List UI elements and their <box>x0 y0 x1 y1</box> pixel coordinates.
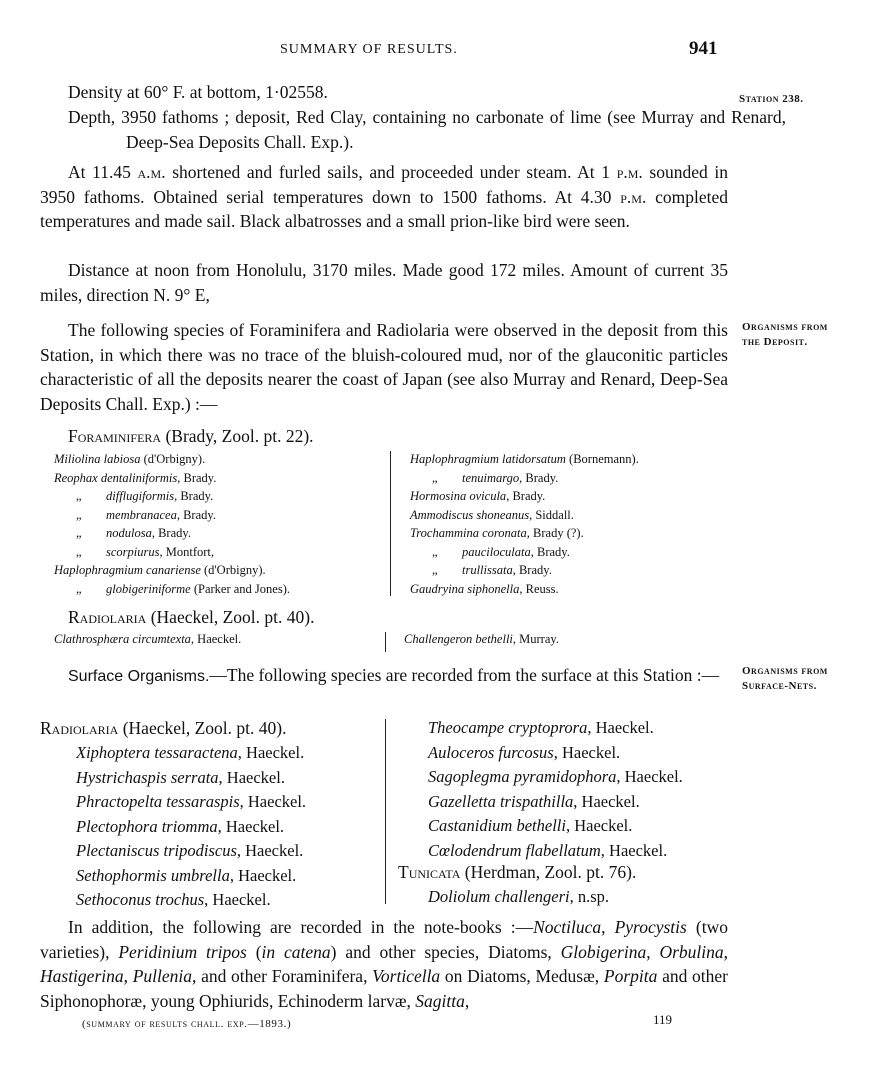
species-row <box>76 766 386 791</box>
species-author: , Brady (?). <box>526 526 584 540</box>
species-name: Castanidium bethelli <box>428 816 566 835</box>
footer-note: (summary of results chall. exp.—1893.) <box>82 1018 292 1030</box>
taxon: Noctiluca <box>533 917 602 937</box>
ditto-mark: „ <box>76 507 82 522</box>
radiolaria-ref: (Haeckel, Zool. pt. 40). <box>118 718 287 738</box>
species-author: , Brady. <box>177 470 217 485</box>
ditto-mark: „ <box>76 544 82 559</box>
species-name: Clathrosphæra circumtexta <box>54 632 191 646</box>
ditto-mark: „ <box>432 544 438 559</box>
species-row <box>54 543 394 562</box>
species-author: , Brady. <box>512 563 552 577</box>
species-row <box>428 790 738 815</box>
narrative-text: At 11.45 <box>68 162 138 182</box>
page-number: 941 <box>689 38 718 59</box>
species-name: nodulosa <box>106 526 152 540</box>
species-name: tenuimargo <box>462 470 520 485</box>
species-author: , Montfort, <box>159 544 214 559</box>
notebooks-text: ) and other species, Diatoms, <box>330 941 561 962</box>
species-name: Phractopelta tessaraspis <box>76 792 240 811</box>
species-name: Theocampe cryptoprora <box>428 718 588 737</box>
ditto-mark: „ <box>76 526 82 540</box>
species-author: (d'Orbigny). <box>140 452 206 466</box>
distance-paragraph: Distance at noon from Honolulu, 3170 miles. Made good 172 miles. Amount of current 35 miles, direction N. 9° E, <box>40 260 728 305</box>
species-name: Miliolina labiosa <box>54 452 141 466</box>
column-divider <box>390 451 391 596</box>
species-name: Sagoplegma pyramidophora <box>428 767 617 786</box>
species-name: scorpiurus <box>106 544 160 559</box>
deposit-paragraph: The following species of Foraminifera and Radiolaria were observed in the deposit from this Station, in which there was no trace of the bluish-coloured mud, nor of the glauconitic particles characteristic of all the deposits nearer the coast of Japan (see also Murray and Renard, Deep-Sea Deposits Chall. Exp.) :— <box>40 320 728 414</box>
species-name: Challengeron bethelli <box>404 632 513 646</box>
species-name: Reophax dentaliniformis <box>54 470 178 485</box>
species-author: , Brady. <box>174 489 214 503</box>
density-line: Density at 60° F. at bottom, 1·02558. <box>68 82 328 102</box>
notebooks-text: and other Siphonophoræ, young Ophiurids, Echinoderm larvæ, <box>40 966 728 1011</box>
foraminifera-title: Foraminifera <box>68 426 162 446</box>
taxon: Globigerina <box>560 941 647 962</box>
notebooks-text: In addition, the following are recorded in the note-books :— <box>68 917 534 937</box>
species-author: (Parker and Jones). <box>190 581 290 596</box>
species-name: Hormosina ovicula <box>410 489 507 503</box>
taxon: Peridinium tripos <box>118 941 247 962</box>
species-name: globigeriniforme <box>106 581 191 596</box>
narrative-paragraph <box>40 160 728 234</box>
species-name: Gazelletta trispathilla <box>428 791 574 811</box>
species-name: Doliolum challengeri <box>428 887 570 906</box>
taxon: Pullenia <box>132 966 192 986</box>
species-row <box>76 741 386 766</box>
foraminifera-heading <box>68 424 314 449</box>
depth-paragraph: Depth, 3950 fathoms ; deposit, Red Clay, containing no carbonate of lime (see Murray and Renard, Deep-Sea Deposits Chall. Exp.). <box>68 107 786 152</box>
species-row <box>76 864 386 889</box>
species-row <box>428 765 738 790</box>
species-author: , Haeckel. <box>190 632 242 646</box>
side-note-deposit-line2: the Deposit. <box>742 336 808 348</box>
tunicata-heading <box>398 860 636 885</box>
notebooks-text: , <box>723 941 729 962</box>
ditto-mark: „ <box>432 563 438 577</box>
species-row <box>410 561 730 580</box>
species-name: Haplophragmium latidorsatum <box>410 452 566 466</box>
taxon: Sagitta <box>415 990 465 1011</box>
side-note-surface-line2: Surface-Nets. <box>742 680 817 692</box>
taxon: Orbulina <box>659 941 724 962</box>
signature-mark: 119 <box>653 1012 673 1027</box>
species-row <box>54 450 394 469</box>
species-author: , Brady. <box>176 507 216 522</box>
surface-lead: Surface Organisms. <box>68 668 210 685</box>
species-name: Xiphoptera tessaractena <box>76 743 238 762</box>
narrative-text: completed temperatures and made sail. Black albatrosses and a small prion-like bird were seen. <box>40 186 729 231</box>
species-name: Trochammina coronata <box>410 526 527 540</box>
species-author: (Bornemann). <box>565 452 639 466</box>
species-row <box>76 839 386 864</box>
foraminifera-ref: (Brady, Zool. pt. 22). <box>161 426 314 446</box>
species-author: , Brady. <box>506 489 546 503</box>
surface-text: —The following species are recorded from the surface at this Station :— <box>209 665 720 685</box>
species-author: (d'Orbigny). <box>200 563 266 577</box>
species-row <box>410 487 730 506</box>
taxon: Hastigerina <box>40 966 124 986</box>
radiolaria-title: Radiolaria <box>68 607 147 627</box>
species-row <box>76 815 386 840</box>
species-author: , Siddall. <box>529 507 574 522</box>
species-name: Haplophragmium canariense <box>54 563 201 577</box>
species-name: Ammodiscus shoneanus <box>410 507 530 522</box>
radiolaria-deposit-right <box>404 630 559 649</box>
narrative-text: sounded in 3950 fathoms. Obtained serial temperatures down to 1500 fathoms. At 4.30 <box>40 162 728 207</box>
species-author: , Haeckel. <box>587 718 654 737</box>
species-name: trullissata <box>462 563 513 577</box>
species-row <box>410 469 730 488</box>
notebooks-paragraph <box>40 915 728 1013</box>
notebooks-text: , <box>601 917 615 937</box>
species-author: , Brady. <box>530 544 570 559</box>
time-pm: p.m. <box>620 186 647 207</box>
species-author: , Haeckel. <box>218 767 285 787</box>
species-row <box>410 506 730 525</box>
species-name: Plectophora triomma <box>76 816 218 836</box>
taxon: in catena <box>261 941 331 962</box>
notebooks-text: , <box>123 966 133 986</box>
species-row <box>54 561 394 580</box>
column-divider <box>385 719 386 904</box>
ditto-mark: „ <box>76 489 82 503</box>
radiolaria-deposit-left <box>54 630 241 649</box>
species-author: , Haeckel. <box>600 840 668 860</box>
ditto-mark: „ <box>76 581 82 596</box>
species-row <box>54 506 394 525</box>
species-name: difflugiformis <box>106 489 175 503</box>
species-author: , Haeckel. <box>239 792 307 811</box>
side-note-deposit <box>742 320 828 350</box>
species-author: , Murray. <box>512 632 559 646</box>
species-author: , Reuss. <box>519 581 559 596</box>
species-author: , Brady. <box>151 526 191 540</box>
species-author: , Haeckel. <box>229 865 297 885</box>
species-author: , Haeckel. <box>236 841 304 860</box>
radiolaria-title: Radiolaria <box>40 718 119 738</box>
species-row <box>54 487 394 506</box>
time-pm: p.m. <box>616 162 643 182</box>
running-title: SUMMARY OF RESULTS. <box>280 42 458 57</box>
time-am: a.m. <box>137 162 166 182</box>
column-divider <box>385 632 386 652</box>
notebooks-text: , <box>464 990 470 1011</box>
taxon: Porpita <box>603 966 658 986</box>
species-row <box>410 524 730 543</box>
side-note-surface-line1: Organisms from <box>742 665 828 677</box>
taxon: Pyrocystis <box>614 917 687 937</box>
species-name: Sethophormis umbrella <box>76 865 230 885</box>
species-name: Hystrichaspis serrata <box>76 767 219 787</box>
species-author: , Haeckel. <box>217 816 285 836</box>
notebooks-text: , <box>646 941 660 962</box>
species-row <box>54 580 394 599</box>
foraminifera-right-column <box>410 450 730 598</box>
species-author: , Haeckel. <box>616 767 683 786</box>
species-row <box>410 543 730 562</box>
surface-left-column <box>76 741 386 913</box>
side-note-station: Station 238. <box>739 93 804 105</box>
species-author: , Haeckel. <box>553 742 621 762</box>
surface-right-column <box>428 716 738 863</box>
species-row <box>54 524 394 543</box>
species-name: Sethoconus trochus <box>76 890 205 909</box>
tunicata-ref: (Herdman, Zool. pt. 76). <box>460 862 637 882</box>
species-name: Auloceros furcosus <box>428 742 554 762</box>
surface-radiolaria-heading <box>40 716 286 741</box>
species-author: , Brady. <box>519 470 559 485</box>
species-name: Cœlodendrum flabellatum <box>428 840 601 860</box>
species-author: , Haeckel. <box>565 816 633 835</box>
species-row <box>410 450 730 469</box>
species-name: Plectaniscus tripodiscus <box>76 841 237 860</box>
side-note-surface <box>742 664 828 694</box>
notebooks-text: , and other Foraminifera, <box>192 966 373 986</box>
species-row <box>54 469 394 488</box>
tunicata-item <box>428 885 609 910</box>
radiolaria-ref: (Haeckel, Zool. pt. 40). <box>146 607 315 627</box>
notebooks-text: ( <box>246 941 262 962</box>
species-row <box>428 741 738 766</box>
species-author: , Haeckel. <box>573 791 640 811</box>
ditto-mark: „ <box>432 470 438 485</box>
surface-paragraph <box>40 663 728 690</box>
tunicata-title: Tunicata <box>398 862 461 882</box>
species-row <box>428 716 738 741</box>
species-name: pauciloculata <box>462 544 531 559</box>
species-row <box>428 814 738 839</box>
species-name: Gaudryina siphonella <box>410 581 520 596</box>
species-row <box>410 580 730 599</box>
notebooks-text: on Diatoms, Medusæ, <box>440 966 604 986</box>
species-author: , Haeckel. <box>237 743 305 762</box>
taxon: Vorticella <box>372 966 441 986</box>
species-name: membranacea <box>106 507 177 522</box>
side-note-deposit-line1: Organisms from <box>742 321 828 333</box>
species-row <box>76 888 386 913</box>
radiolaria-deposit-heading <box>68 605 314 630</box>
foraminifera-left-column <box>54 450 394 598</box>
species-author: , Haeckel. <box>204 890 271 909</box>
species-row <box>76 790 386 815</box>
narrative-text: shortened and furled sails, and proceeded under steam. At 1 <box>165 162 617 182</box>
notebooks-text: (two varieties), <box>40 917 728 962</box>
species-author: , n.sp. <box>569 887 610 906</box>
